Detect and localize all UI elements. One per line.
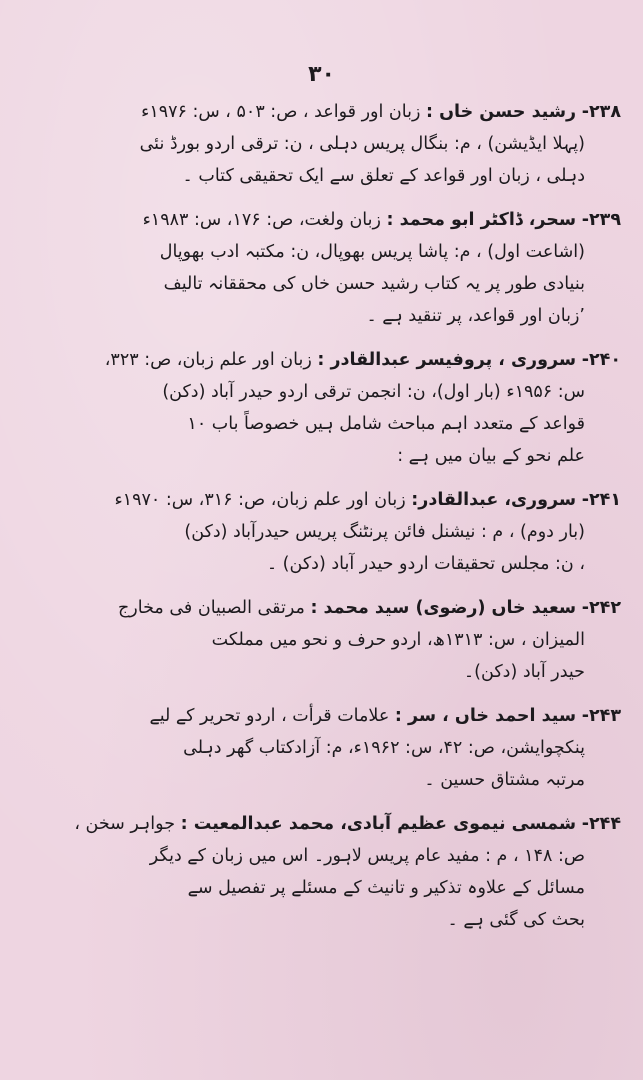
entry-author: سید احمد خاں ، سر : [394,706,577,726]
entry-line: قواعد کے متعدد اہم مباحث شامل ہیں خصوصاً باب ۱۰ [187,414,585,434]
entry-number: ۲۴۱- [581,490,621,510]
entry-author: رشید حسن خاں : [426,102,577,122]
bibliography-entry [30,808,621,936]
entry-first-line [30,808,621,840]
entry-line: المیزان ، س: ۱۳۱۳ھ، اردو حرف و نحو میں مملکت [211,630,585,650]
entry-number: ۲۴۰- [581,350,621,370]
entry-line: حیدر آباد (دکن)۔ [463,662,585,682]
entry-author: سروری ، پروفیسر عبدالقادر : [317,350,577,370]
bibliography-list [30,96,621,948]
entry-line: ص: ۱۴۸ ، م : مفید عام پریس لاہور۔ اس میں زبان کے دیگر [149,846,585,866]
entry-title: زبان اور علم زبان، ص: ۳۲۳، [104,350,312,370]
entry-line: پنکچوایشن، ص: ۴۲، س: ۱۹۶۲ء، م: آزادکتاب گھر دہلی [183,738,585,758]
entry-number: ۲۴۴- [581,814,621,834]
entry-number: ۲۳۹- [581,210,621,230]
entry-author: سروری، عبدالقادر: [411,490,577,510]
entry-first-line [30,700,621,732]
page-number: ۳۰ [308,62,335,87]
entry-title: جواہر سخن ، [74,814,176,834]
bibliography-entry [30,96,621,192]
bibliography-entry [30,344,621,472]
entry-line: بنیادی طور پر یہ کتاب رشید حسن خاں کی محققانہ تالیف [163,274,585,294]
entry-line: دہلی ، زبان اور قواعد کے تعلق سے ایک تحقیقی کتاب ۔ [182,166,585,186]
bibliography-entry [30,700,621,796]
entry-line: س: ۱۹۵۶ء (بار اول)، ن: انجمن ترقی اردو حیدر آباد (دکن) [162,382,585,402]
entry-line: ’زبان اور قواعد، پر تنقید ہے ۔ [366,306,585,326]
entry-title: مرتقی الصبیان فی مخارج [118,598,305,618]
entry-title: زبان ولغت، ص: ۱۷۶، س: ۱۹۸۳ء [142,210,381,230]
entry-first-line [30,484,621,516]
entry-line: ، ن: مجلس تحقیقات اردو حیدر آباد (دکن) ۔ [266,554,585,574]
entry-author: سحر، ڈاکٹر ابو محمد : [386,210,577,230]
entry-title: زبان اور علم زبان، ص: ۳۱۶، س: ۱۹۷۰ء [114,490,406,510]
entry-line: (پہلا ایڈیشن) ، م: بنگال پریس دہلی ، ن: ترقی اردو بورڈ نئی [139,134,585,154]
bibliography-entry [30,484,621,580]
entry-first-line [30,96,621,128]
entry-author: سعید خاں (رضوی) سید محمد : [310,598,577,618]
bibliography-entry [30,204,621,332]
entry-line: مسائل کے علاوہ تذکیر و تانیث کے مسئلے پر تفصیل سے [187,878,585,898]
entry-author: شمسی نیموی عظیم آبادی، محمد عبدالمعیت : [180,814,577,834]
entry-title: زبان اور قواعد ، ص: ۵۰۳ ، س: ۱۹۷۶ء [141,102,421,122]
entry-line: بحث کی گئی ہے ۔ [447,910,585,930]
entry-number: ۲۴۳- [581,706,621,726]
entry-title: علامات قرأت ، اردو تحریر کے لیے [149,706,390,726]
entry-number: ۲۳۸- [581,102,621,122]
entry-line: (اشاعت اول) ، م: پاشا پریس بھوپال، ن: مکتبہ ادب بھوپال [159,242,585,262]
entry-line: (بار دوم) ، م : نیشنل فائن پرنٹنگ پریس حیدرآباد (دکن) [184,522,585,542]
entry-line: علم نحو کے بیان میں ہے : [397,446,585,466]
entry-line: مرتبہ مشتاق حسین ۔ [424,770,585,790]
bibliography-entry [30,592,621,688]
entry-first-line [30,344,621,376]
entry-number: ۲۴۲- [581,598,621,618]
entry-first-line [30,204,621,236]
entry-first-line [30,592,621,624]
